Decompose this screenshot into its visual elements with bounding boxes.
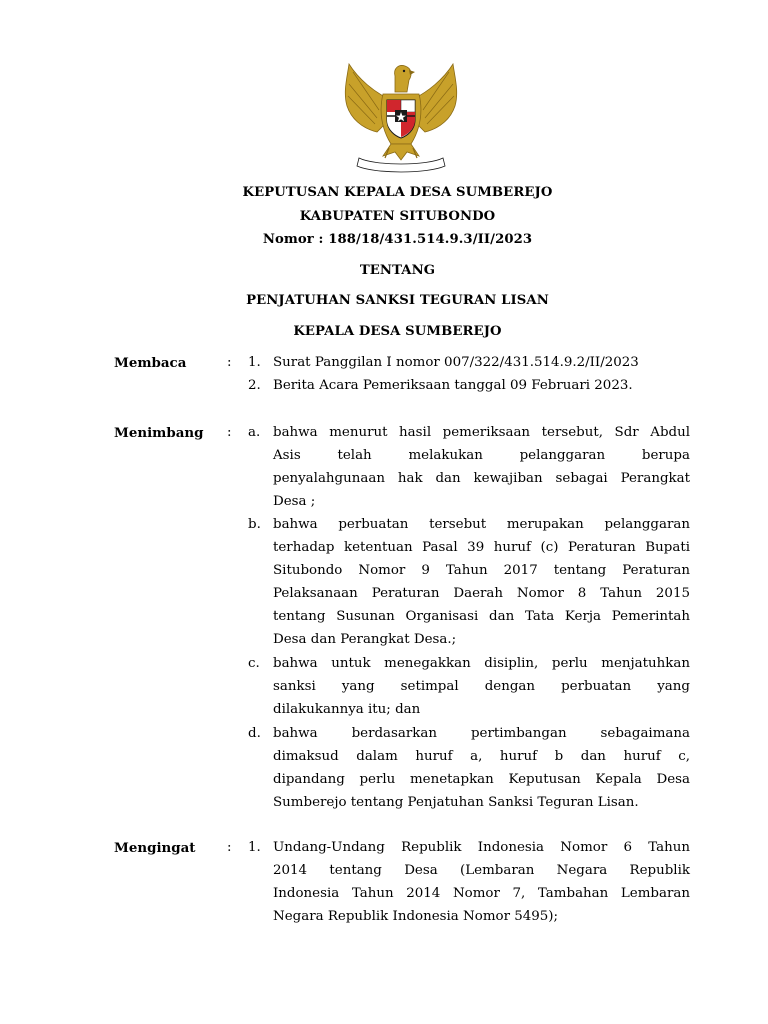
item-text-line: Undang-Undang Republik Indonesia Nomor 6 Tahun xyxy=(273,840,690,855)
section-label-membaca: Membaca xyxy=(114,355,187,371)
item-text-line: penyalahgunaan hak dan kewajiban sebagai Perangkat xyxy=(273,471,690,486)
item-text-line: bahwa untuk menegakkan disiplin, perlu menjatuhkan xyxy=(273,656,690,671)
decree-subject: PENJATUHAN SANKSI TEGURAN LISAN xyxy=(246,293,549,308)
item-text-line: 2014 tentang Desa (Lembaran Negara Republik xyxy=(273,863,690,878)
item-text-line: Berita Acara Pemeriksaan tanggal 09 Februari 2023. xyxy=(273,378,633,393)
section-colon: : xyxy=(227,840,232,855)
about-heading: TENTANG xyxy=(359,263,436,278)
item-marker: c. xyxy=(248,656,260,671)
section-colon: : xyxy=(227,355,232,370)
item-text-line: Sumberejo tentang Penjatuhan Sanksi Teguran Lisan. xyxy=(273,795,639,810)
section-label-menimbang: Menimbang xyxy=(114,425,204,441)
item-marker: 1. xyxy=(248,355,261,370)
item-text-line: dipandang perlu menetapkan Keputusan Kepala Desa xyxy=(273,772,690,787)
item-text-line: tentang Susunan Organisasi dan Tata Kerja Pemerintah xyxy=(273,609,690,624)
regency-title: KABUPATEN SITUBONDO xyxy=(299,209,496,224)
item-text-line: Indonesia Tahun 2014 Nomor 7, Tambahan Lembaran xyxy=(273,886,690,901)
section-label-mengingat: Mengingat xyxy=(114,840,196,856)
item-marker: 2. xyxy=(248,378,261,393)
item-text-line: bahwa menurut hasil pemeriksaan tersebut, Sdr Abdul xyxy=(273,425,690,440)
decree-number: Nomor : 188/18/431.514.9.3/II/2023 xyxy=(262,232,533,247)
item-text-line: terhadap ketentuan Pasal 39 huruf (c) Peraturan Bupati xyxy=(273,540,690,555)
item-marker: 1. xyxy=(248,840,261,855)
item-text-line: bahwa berdasarkan pertimbangan sebagaimana xyxy=(273,726,690,741)
item-text-line: dilakukannya itu; dan xyxy=(273,702,421,717)
garuda-emblem-icon xyxy=(339,58,463,174)
item-text-line: Asis telah melakukan pelanggaran berupa xyxy=(273,448,690,463)
item-marker: d. xyxy=(248,726,261,741)
item-marker: a. xyxy=(248,425,261,440)
item-text-line: Desa dan Perangkat Desa.; xyxy=(273,632,457,647)
item-text-line: Desa ; xyxy=(273,494,316,509)
decree-title: KEPUTUSAN KEPALA DESA SUMBEREJO xyxy=(242,185,553,200)
item-text-line: Negara Republik Indonesia Nomor 5495); xyxy=(273,909,559,924)
section-colon: : xyxy=(227,425,232,440)
item-text-line: Situbondo Nomor 9 Tahun 2017 tentang Peraturan xyxy=(273,563,690,578)
item-marker: b. xyxy=(248,517,261,532)
item-text-line: dimaksud dalam huruf a, huruf b dan huruf c, xyxy=(273,749,690,764)
item-text-line: Surat Panggilan I nomor 007/322/431.514.9.2/II/2023 xyxy=(273,355,639,370)
issuer-heading: KEPALA DESA SUMBEREJO xyxy=(293,324,502,339)
item-text-line: sanksi yang setimpal dengan perbuatan yang xyxy=(273,679,690,694)
item-text-line: Pelaksanaan Peraturan Daerah Nomor 8 Tahun 2015 xyxy=(273,586,690,601)
item-text-line: bahwa perbuatan tersebut merupakan pelanggaran xyxy=(273,517,690,532)
